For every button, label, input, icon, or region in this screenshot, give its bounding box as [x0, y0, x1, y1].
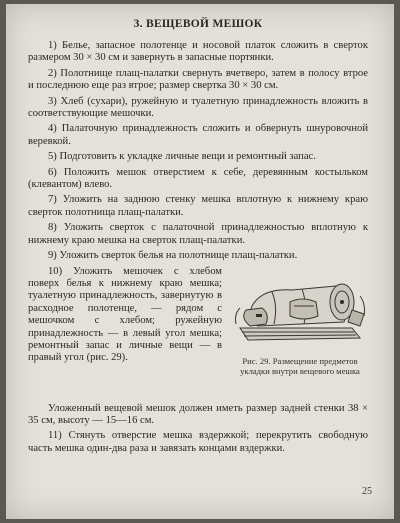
figure-wrap-zone: [28, 266, 368, 400]
paragraph-10: 10) Уложить мешочек с хлебом поверх белья к нижнему краю мешка; туалетную принадлежность, завернутую в расходное полотенце, — рядом с мешочком с хлебом; ружейную принадлежность — в левый угол мешка; ремонтный запас и личные вещи — в правый угол (рис. 29).: [28, 265, 222, 364]
paragraph-8: 8) Уложить сверток с палаточной принадлежностью вплотную к нижнему краю мешка на сверток плащ-палатки.: [28, 222, 368, 246]
paragraph-5: 5) Подготовить к укладке личные вещи и ремонтный запас.: [48, 151, 316, 163]
paragraph-3: 3) Хлеб (сухари), ружейную и туалетную принадлежность вложить в соответствующие мешочки.: [28, 95, 368, 120]
book-page: [6, 4, 394, 519]
paragraph-2: 2) Полотнище плащ-палатки свернуть вчетверо, затем в полосу втрое и последнюю еще раз втрое; размер свертка 30 × 30 см.: [28, 67, 368, 92]
figure-29: [232, 266, 368, 376]
figure-caption: Рис. 29. Размещение предметов укладки внутри вещевого мешка: [240, 355, 360, 376]
paragraph-9: 9) Уложить сверток белья на полотнище плащ-палатки.: [48, 250, 298, 262]
page-content: [28, 18, 368, 458]
paragraph-6: 6) Положить мешок отверстием к себе, деревянным костыльком (клевантом) влево.: [28, 166, 368, 191]
page-number: 25: [362, 486, 372, 497]
paragraph-4: 4) Палаточную принадлежность сложить и обвернуть шнуровочной веревкой.: [28, 123, 368, 147]
paragraph-7: 7) Уложить на заднюю стенку мешка вплотную к нижнему краю сверток полотнища плащ-палатки.: [28, 194, 368, 218]
section-title: 3. ВЕЩЕВОЙ МЕШОК: [133, 18, 263, 30]
paragraph-1: 1) Белье, запасное полотенце и носовой платок сложить в сверток размером 30 × 30 см и завернуть в запасные портянки.: [28, 40, 368, 64]
paragraph-size: Уложенный вещевой мешок должен иметь размер задней стенки 38 × 35 см, высоту — 15—16 см.: [28, 402, 368, 426]
backpack-packing-illustration: [232, 266, 368, 352]
paragraph-11: 11) Стянуть отверстие мешка вздержкой; перекрутить свободную часть мешка один-два раза и завязать концами вздержки.: [28, 430, 368, 454]
